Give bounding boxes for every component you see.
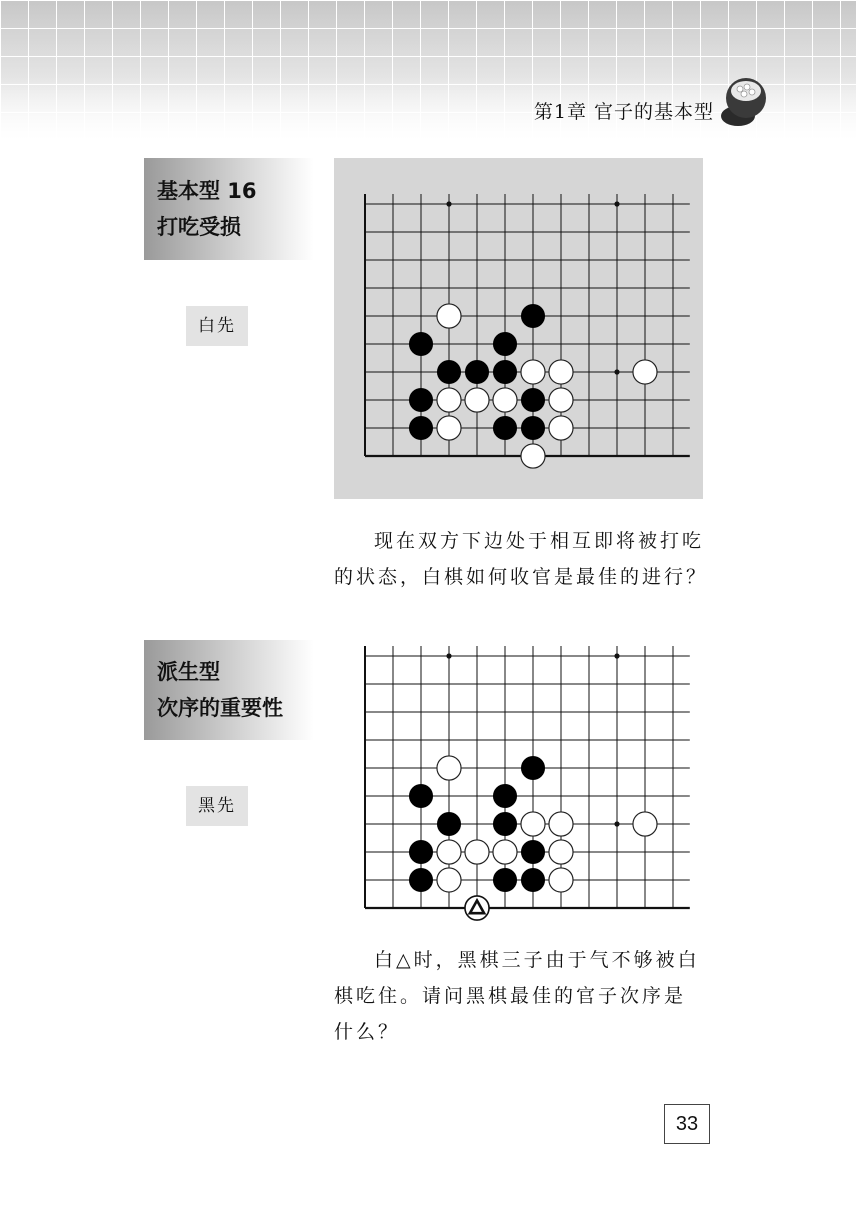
problem1-heading-line2: 打吃受损 [157,215,241,239]
black-stone [409,416,433,440]
black-stone [493,332,517,356]
problem1-text-line2: 的状态，白棋如何收官是最佳的进行？ [334,566,709,588]
white-stone [521,360,545,384]
black-stone [409,840,433,864]
white-stone [437,756,461,780]
black-stone [409,332,433,356]
problem1-to-move: 白先 [186,306,248,346]
black-stone [437,812,461,836]
black-stone [521,756,545,780]
black-stone [521,416,545,440]
white-stone [437,304,461,328]
problem1-board [334,158,703,499]
problem2-text [334,942,714,1050]
problem1-text [334,523,714,595]
problem2-heading-line1: 派生型 [157,660,220,684]
white-stone [549,868,573,892]
black-stone [409,388,433,412]
black-stone [493,416,517,440]
star-point [614,821,619,826]
problem1-heading [144,158,314,260]
white-stone [437,868,461,892]
white-stone [437,416,461,440]
problem2-board [334,630,703,930]
black-stone [437,360,461,384]
white-stone [521,444,545,468]
white-stone [493,840,517,864]
problem2-text-line1: 白△时，黑棋三子由于气不够被白 [374,949,700,971]
page-number: 33 [664,1104,710,1144]
black-stone [493,812,517,836]
black-stone [493,868,517,892]
chapter-title: 第1章 官子的基本型 [533,101,714,123]
white-stone [465,840,489,864]
white-stone [549,416,573,440]
white-stone [549,388,573,412]
black-stone [521,840,545,864]
white-stone [549,360,573,384]
white-stone [493,388,517,412]
white-stone [549,840,573,864]
go-bowl-icon [718,74,768,128]
white-stone [633,360,657,384]
problem2-text-line3: 什么？ [334,1021,401,1043]
problem1-heading-line1: 基本型 16 [157,179,257,203]
white-stone [437,840,461,864]
black-stone [521,388,545,412]
black-stone [409,784,433,808]
star-point [446,201,451,206]
white-stone [521,812,545,836]
white-stone [633,812,657,836]
problem2-to-move: 黑先 [186,786,248,826]
star-point [446,653,451,658]
black-stone [493,360,517,384]
black-stone [521,304,545,328]
star-point [614,653,619,658]
white-stone [465,388,489,412]
problem1-text-line1: 现在双方下边处于相互即将被打吃 [374,530,705,552]
white-stone [549,812,573,836]
white-stone [437,388,461,412]
problem2-heading [144,640,314,740]
star-point [614,369,619,374]
black-stone [521,868,545,892]
black-stone [409,868,433,892]
problem2-text-line2: 棋吃住。请问黑棋最佳的官子次序是 [334,985,687,1007]
star-point [614,201,619,206]
problem2-heading-line2: 次序的重要性 [157,696,283,720]
black-stone [493,784,517,808]
black-stone [465,360,489,384]
